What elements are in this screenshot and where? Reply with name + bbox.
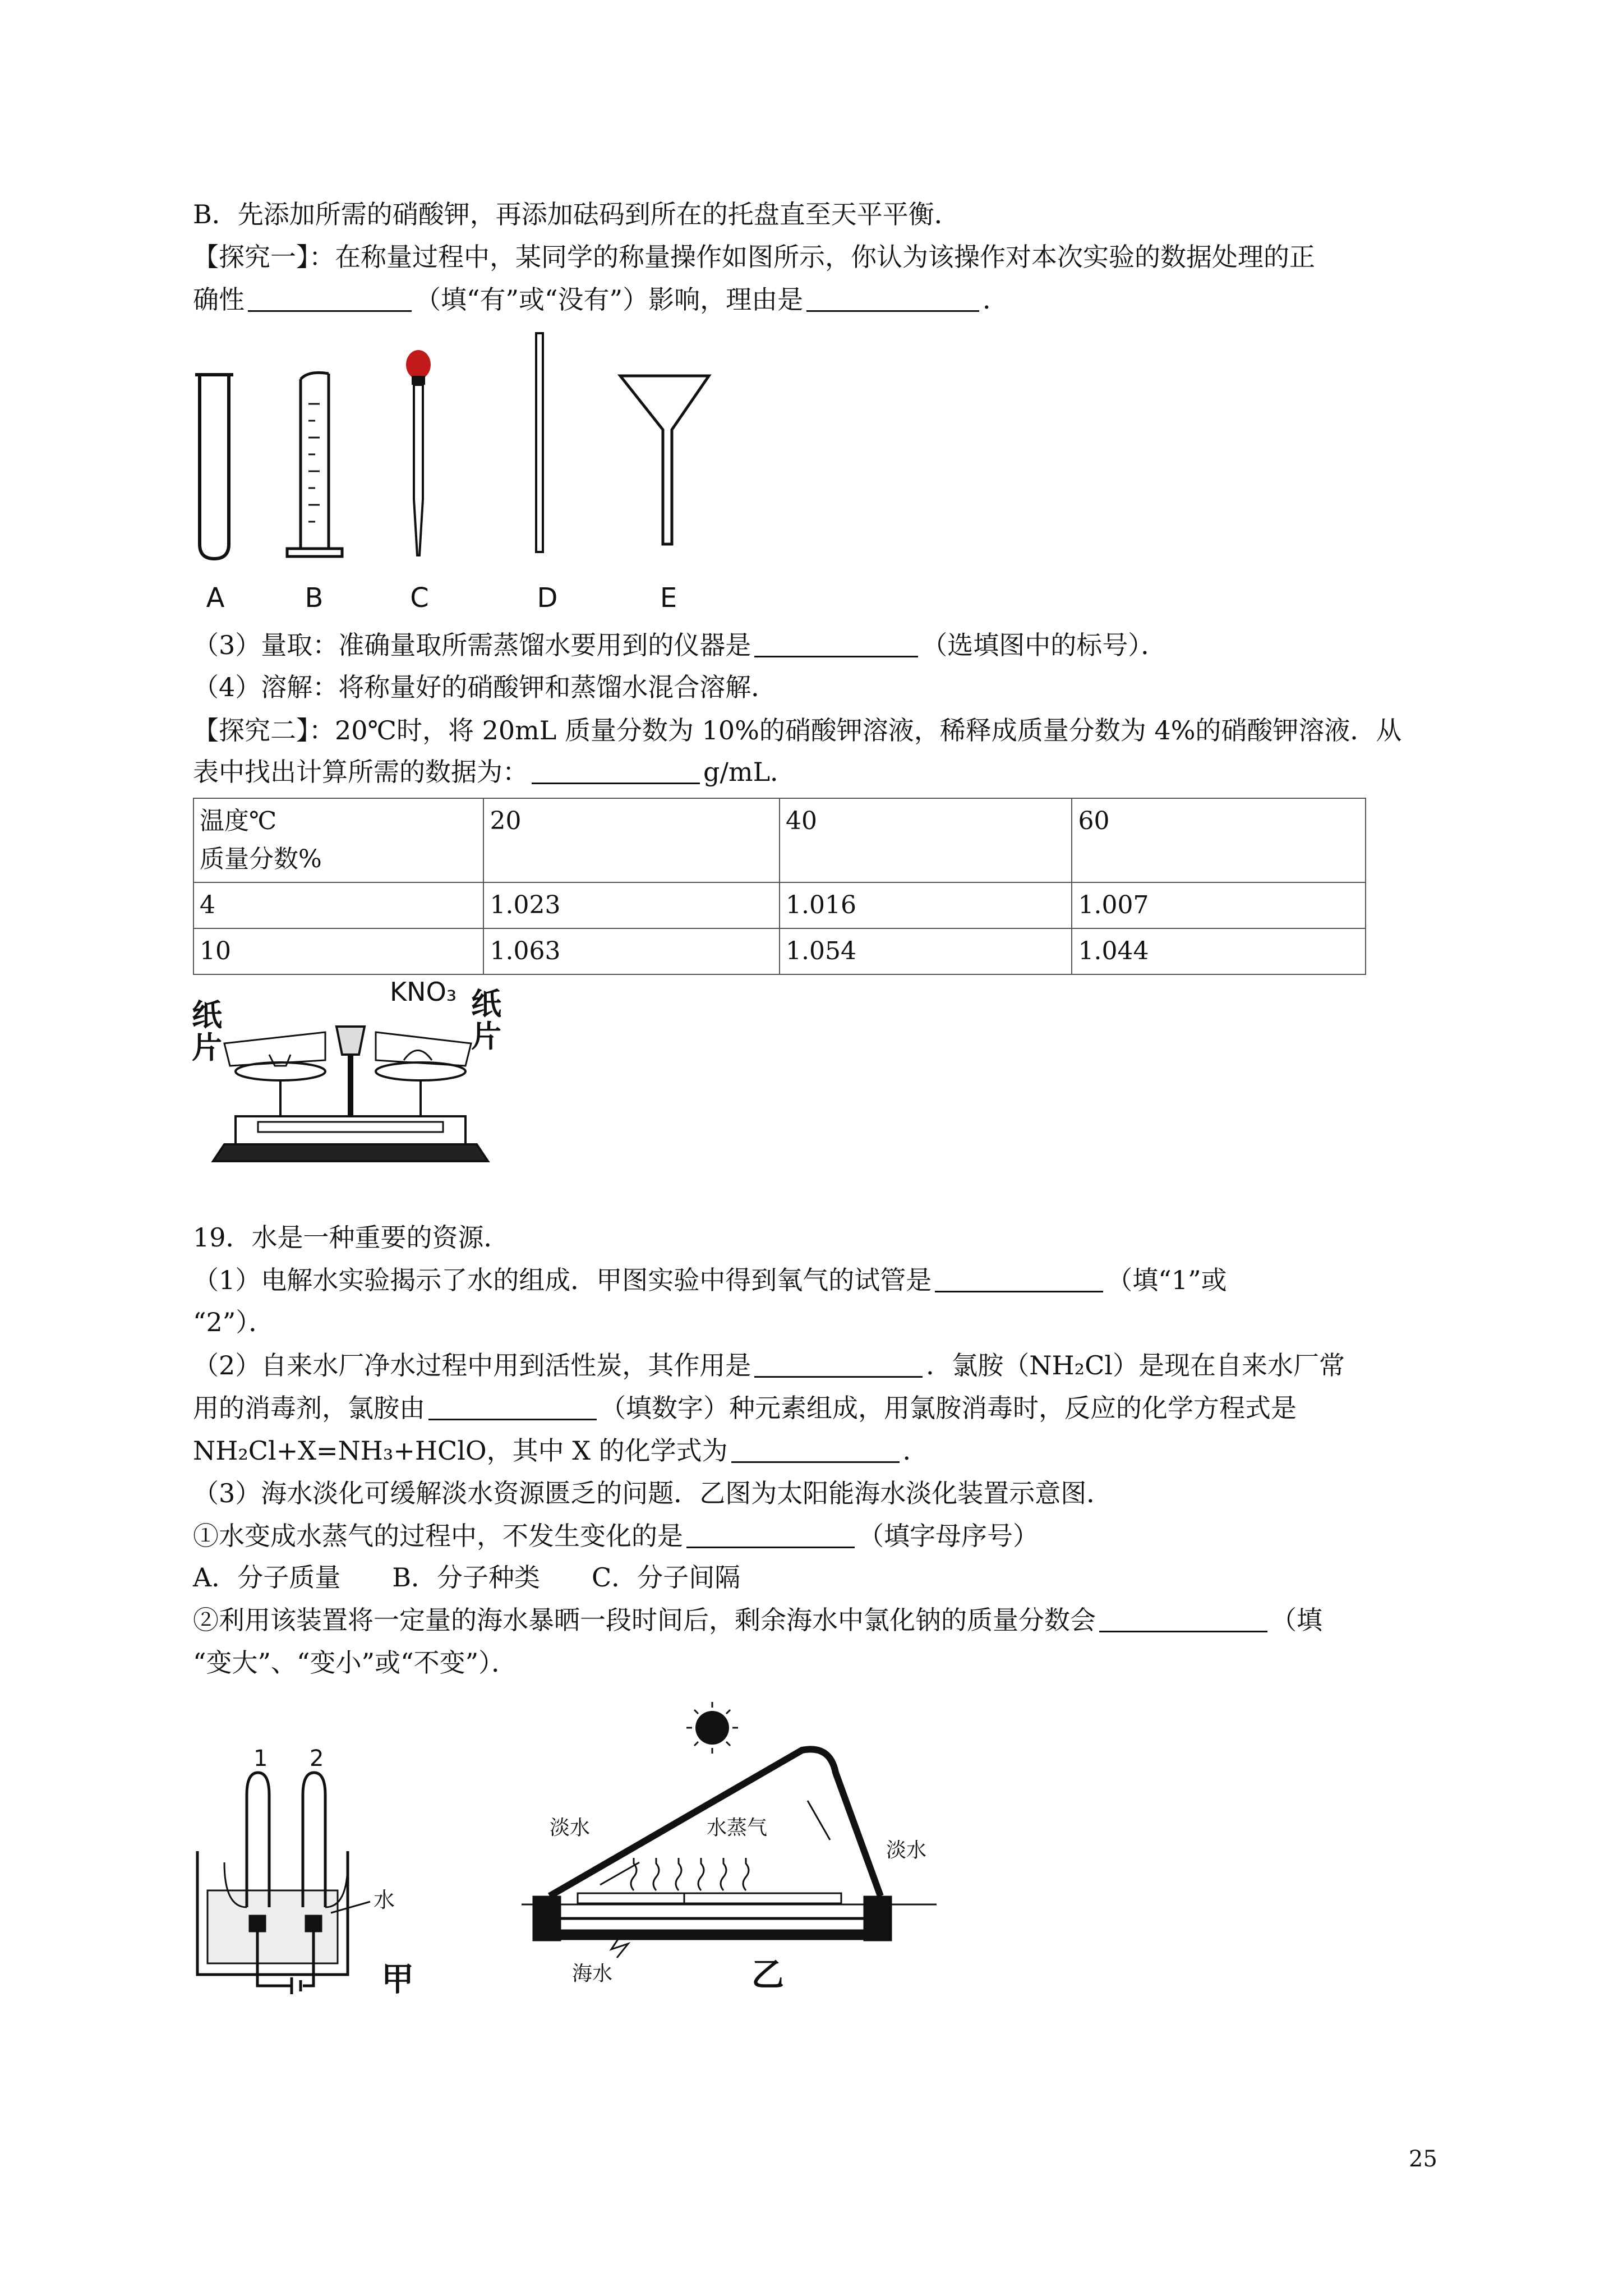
explore2-text: 【探究二】：20℃时，将 20mL 质量分数为 10%的硝酸钾溶液，稀释成质量分数为 4%的硝酸钾溶液．从 [193,715,1402,746]
svg-text:纸: 纸 [471,986,501,1022]
text-segment: ．氯胺（NH₂Cl）是现在自来水厂常 [926,1350,1345,1381]
paper-label-left [192,997,222,1065]
text-segment: （2）自来水厂净水过程中用到活性炭，其作用是 [193,1350,751,1381]
instrument-label-c: C [410,582,429,614]
text-segment: （填“有”或“没有”）影响，理由是 [415,284,804,315]
table-header-row [193,798,1366,882]
table-cell: 1.044 [1072,928,1366,974]
text-segment: g/mL． [703,757,796,787]
explore1-text: 【探究一】：在称量过程中，某同学的称量操作如图所示，你认为该操作对本次实验的数据处理的正 [193,242,1315,272]
answer-blank[interactable] [754,1351,923,1378]
tube-2-label: 2 [310,1746,324,1772]
sea-water-label: 海水 [572,1962,613,1985]
electrolysis-figure [191,1739,426,1997]
table-cell: 1.007 [1072,882,1366,928]
question-19-3-2-text [193,1603,1322,1637]
svg-text:片: 片 [471,1019,501,1054]
graduated-cylinder-icon [287,372,342,556]
balance-figure [191,976,516,1184]
question-19-2-text [193,1349,1345,1382]
funnel-icon [620,376,709,544]
answer-blank[interactable] [428,1394,597,1420]
table-cell: 4 [193,882,483,928]
question-19-2-cont [193,1391,1297,1425]
text-segment: （选填图中的标号）． [921,630,1167,660]
table-header-cell: 60 [1072,798,1366,882]
option-b-text: B．先添加所需的硝酸钾，再添加砝码到所在的托盘直至天平平衡． [193,199,960,229]
question-19-3-1-text [193,1519,1039,1553]
table-cell: 1.063 [483,928,780,974]
fresh-water-label-right: 淡水 [886,1839,927,1862]
instrument-label-e: E [660,582,677,614]
temperature-header: 温度℃ [200,807,277,835]
table-cell: 1.016 [780,882,1072,928]
dropper-icon [406,350,431,555]
figure-caption-jia: 甲 [381,1960,414,1997]
answer-blank[interactable] [532,758,700,784]
table-cell: 10 [193,928,483,974]
lab-instruments-figure [185,331,746,623]
water-label: 水 [374,1888,395,1912]
question-19-1-text [193,1263,1227,1297]
question-19-3-2-cont: “变大”、“变小”或“不变”）． [193,1648,518,1678]
text-segment: （填 [1271,1605,1322,1635]
table-row [193,928,1366,974]
text-segment: 确性 [193,284,245,315]
question-3-text [193,628,1166,662]
explore2-line2 [193,755,796,789]
text-segment: （1）电解水实验揭示了水的组成．甲图实验中得到氧气的试管是 [193,1265,932,1295]
question-19-1-cont: “2”）． [193,1307,275,1337]
page-number: 25 [1409,2146,1437,2172]
text-segment: ． [902,1435,929,1466]
text-segment: ②利用该装置将一定量的海水暴晒一段时间后，剩余海水中氯化钠的质量分数会 [193,1605,1096,1635]
explore1-line2 [193,283,1008,316]
text-segment: （填“1”或 [1106,1265,1227,1295]
svg-text:片: 片 [192,1030,222,1065]
answer-blank[interactable] [248,286,412,312]
density-table [193,798,1366,975]
instrument-label-a: A [206,582,225,614]
kno3-label: KNO₃ [390,977,457,1007]
fresh-water-label-left: 淡水 [550,1816,591,1839]
test-tube-icon [195,375,233,559]
percent-header: 质量分数% [200,845,322,873]
text-segment: 用的消毒剂，氯胺由 [193,1393,425,1423]
question-4-text: （4）溶解：将称量好的硝酸钾和蒸馏水混合溶解． [193,672,777,702]
answer-blank[interactable] [1099,1606,1267,1632]
table-cell: 1.023 [483,882,780,928]
solar-desalination-figure [516,1694,942,2008]
water-vapor-label: 水蒸气 [707,1816,768,1839]
answer-blank[interactable] [754,631,918,657]
figure-caption-yi: 乙 [751,1955,785,1994]
answer-blank[interactable] [935,1266,1103,1292]
sun-icon [686,1702,738,1754]
text-segment: NH₂Cl+X=NH₃+HClO，其中 X 的化学式为 [193,1435,728,1466]
answer-blank[interactable] [686,1522,855,1548]
text-segment: （填字母序号） [858,1521,1039,1551]
text-segment: （填数字）种元素组成，用氯胺消毒时，反应的化学方程式是 [600,1393,1297,1423]
glass-rod-icon [536,333,543,552]
question-19-3-text: （3）海水淡化可缓解淡水资源匮乏的问题．乙图为太阳能海水淡化装置示意图． [193,1478,1113,1508]
table-row [193,882,1366,928]
svg-text:纸: 纸 [192,997,222,1033]
instrument-label-b: B [305,582,324,614]
table-header-cell: 20 [483,798,780,882]
table-cell: 1.054 [780,928,1072,974]
question-19-options: A．分子质量 B．分子种类 C．分子间隔 [193,1562,741,1593]
question-19-2-equation [193,1434,929,1467]
text-segment: （3）量取：准确量取所需蒸馏水要用到的仪器是 [193,630,751,660]
instrument-label-d: D [537,582,558,614]
answer-blank[interactable] [806,286,979,312]
question-19-title: 19．水是一种重要的资源． [193,1222,510,1253]
table-header-cell [193,798,483,882]
paper-label-right [471,986,501,1054]
answer-blank[interactable] [731,1437,900,1463]
tube-1-label: 1 [253,1746,268,1772]
table-header-cell: 40 [780,798,1072,882]
text-segment: ． [983,284,1009,315]
text-segment: 表中找出计算所需的数据为： [193,757,528,787]
text-segment: ①水变成水蒸气的过程中，不发生变化的是 [193,1521,683,1551]
